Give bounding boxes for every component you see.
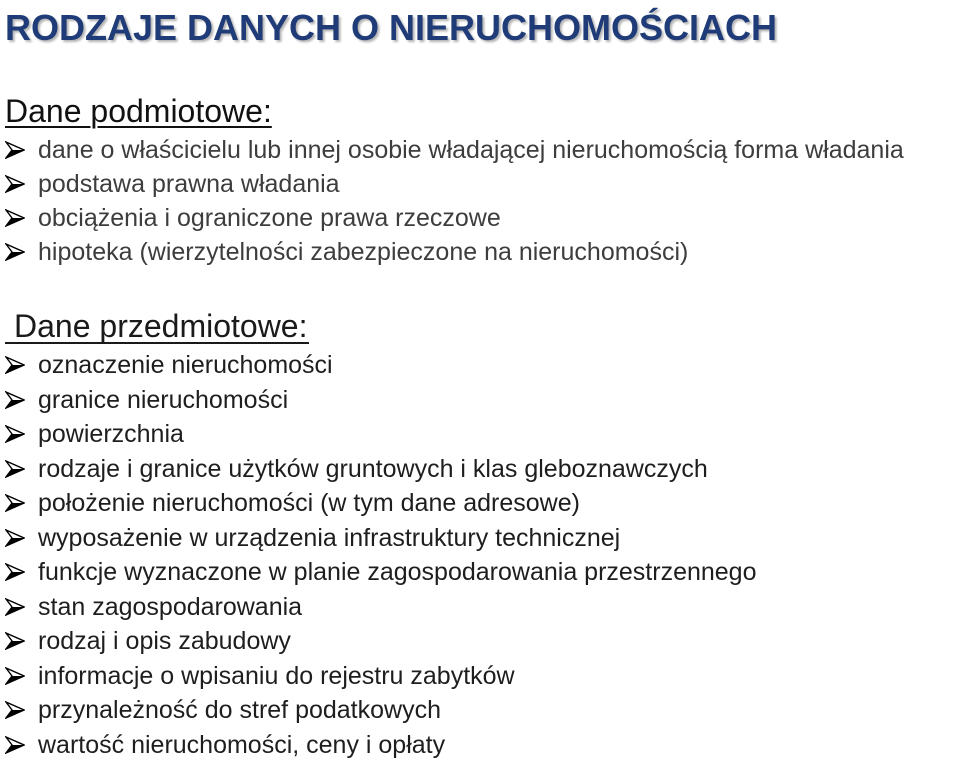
arrow-bullet-icon bbox=[5, 209, 25, 227]
section-heading-subject-data: Dane podmiotowe: bbox=[5, 93, 272, 129]
list-item bbox=[0, 383, 960, 418]
list-item-text: rodzaj i opis zabudowy bbox=[38, 627, 291, 655]
list-item-text: rodzaje i granice użytków gruntowych i klas gleboznawczych bbox=[38, 454, 708, 483]
arrow-bullet-icon bbox=[5, 632, 25, 650]
page-title: RODZAJE DANYCH O NIERUCHOMOŚCIACH bbox=[5, 7, 778, 48]
list-item bbox=[0, 417, 960, 452]
list-item bbox=[0, 486, 960, 521]
list-item-text: wartość nieruchomości, ceny i opłaty bbox=[38, 730, 446, 759]
list-item bbox=[0, 167, 960, 201]
list-item-text: informacje o wpisaniu do rejestru zabytków bbox=[38, 661, 515, 690]
list-item-text: granice nieruchomości bbox=[38, 385, 289, 414]
arrow-bullet-icon bbox=[5, 701, 25, 719]
list-item-text: powierzchnia bbox=[38, 420, 184, 448]
list-item bbox=[0, 452, 960, 487]
arrow-bullet-icon bbox=[5, 425, 25, 443]
list-item-text: stan zagospodarowania bbox=[38, 592, 303, 621]
list-item bbox=[0, 590, 960, 625]
list-item bbox=[0, 133, 960, 167]
list-item-text: przynależność do stref podatkowych bbox=[38, 696, 441, 724]
list-item-text: podstawa prawna władania bbox=[38, 170, 340, 198]
list-item-text: obciążenia i ograniczone prawa rzeczowe bbox=[38, 204, 501, 232]
arrow-bullet-icon bbox=[5, 175, 25, 193]
arrow-bullet-icon bbox=[5, 356, 25, 374]
list-item bbox=[0, 728, 960, 763]
list-item bbox=[0, 659, 960, 694]
arrow-bullet-icon bbox=[5, 598, 25, 616]
subject-data-list bbox=[0, 133, 960, 269]
arrow-bullet-icon bbox=[5, 667, 25, 685]
list-item-text: funkcje wyznaczone w planie zagospodarowania przestrzennego bbox=[38, 558, 757, 586]
section-heading-object-data: Dane przedmiotowe: bbox=[5, 311, 309, 344]
arrow-bullet-icon bbox=[5, 736, 25, 754]
object-data-list bbox=[0, 348, 960, 762]
arrow-bullet-icon bbox=[5, 563, 25, 581]
list-item bbox=[0, 555, 960, 590]
list-item bbox=[0, 693, 960, 728]
list-item-text: wyposażenie w urządzenia infrastruktury technicznej bbox=[38, 523, 621, 552]
arrow-bullet-icon bbox=[5, 529, 25, 547]
list-item-text: dane o właścicielu lub innej osobie władającej nieruchomością forma władania bbox=[38, 136, 904, 164]
arrow-bullet-icon bbox=[5, 243, 25, 261]
arrow-bullet-icon bbox=[5, 460, 25, 478]
arrow-bullet-icon bbox=[5, 391, 25, 409]
list-item-text: oznaczenie nieruchomości bbox=[38, 351, 333, 379]
list-item bbox=[0, 201, 960, 235]
list-item bbox=[0, 235, 960, 269]
arrow-bullet-icon bbox=[5, 141, 25, 159]
list-item-text: położenie nieruchomości (w tym dane adresowe) bbox=[38, 489, 580, 517]
list-item bbox=[0, 624, 960, 659]
arrow-bullet-icon bbox=[5, 494, 25, 512]
list-item bbox=[0, 348, 960, 383]
list-item bbox=[0, 521, 960, 556]
list-item-text: hipoteka (wierzytelności zabezpieczone na nieruchomości) bbox=[38, 238, 689, 266]
